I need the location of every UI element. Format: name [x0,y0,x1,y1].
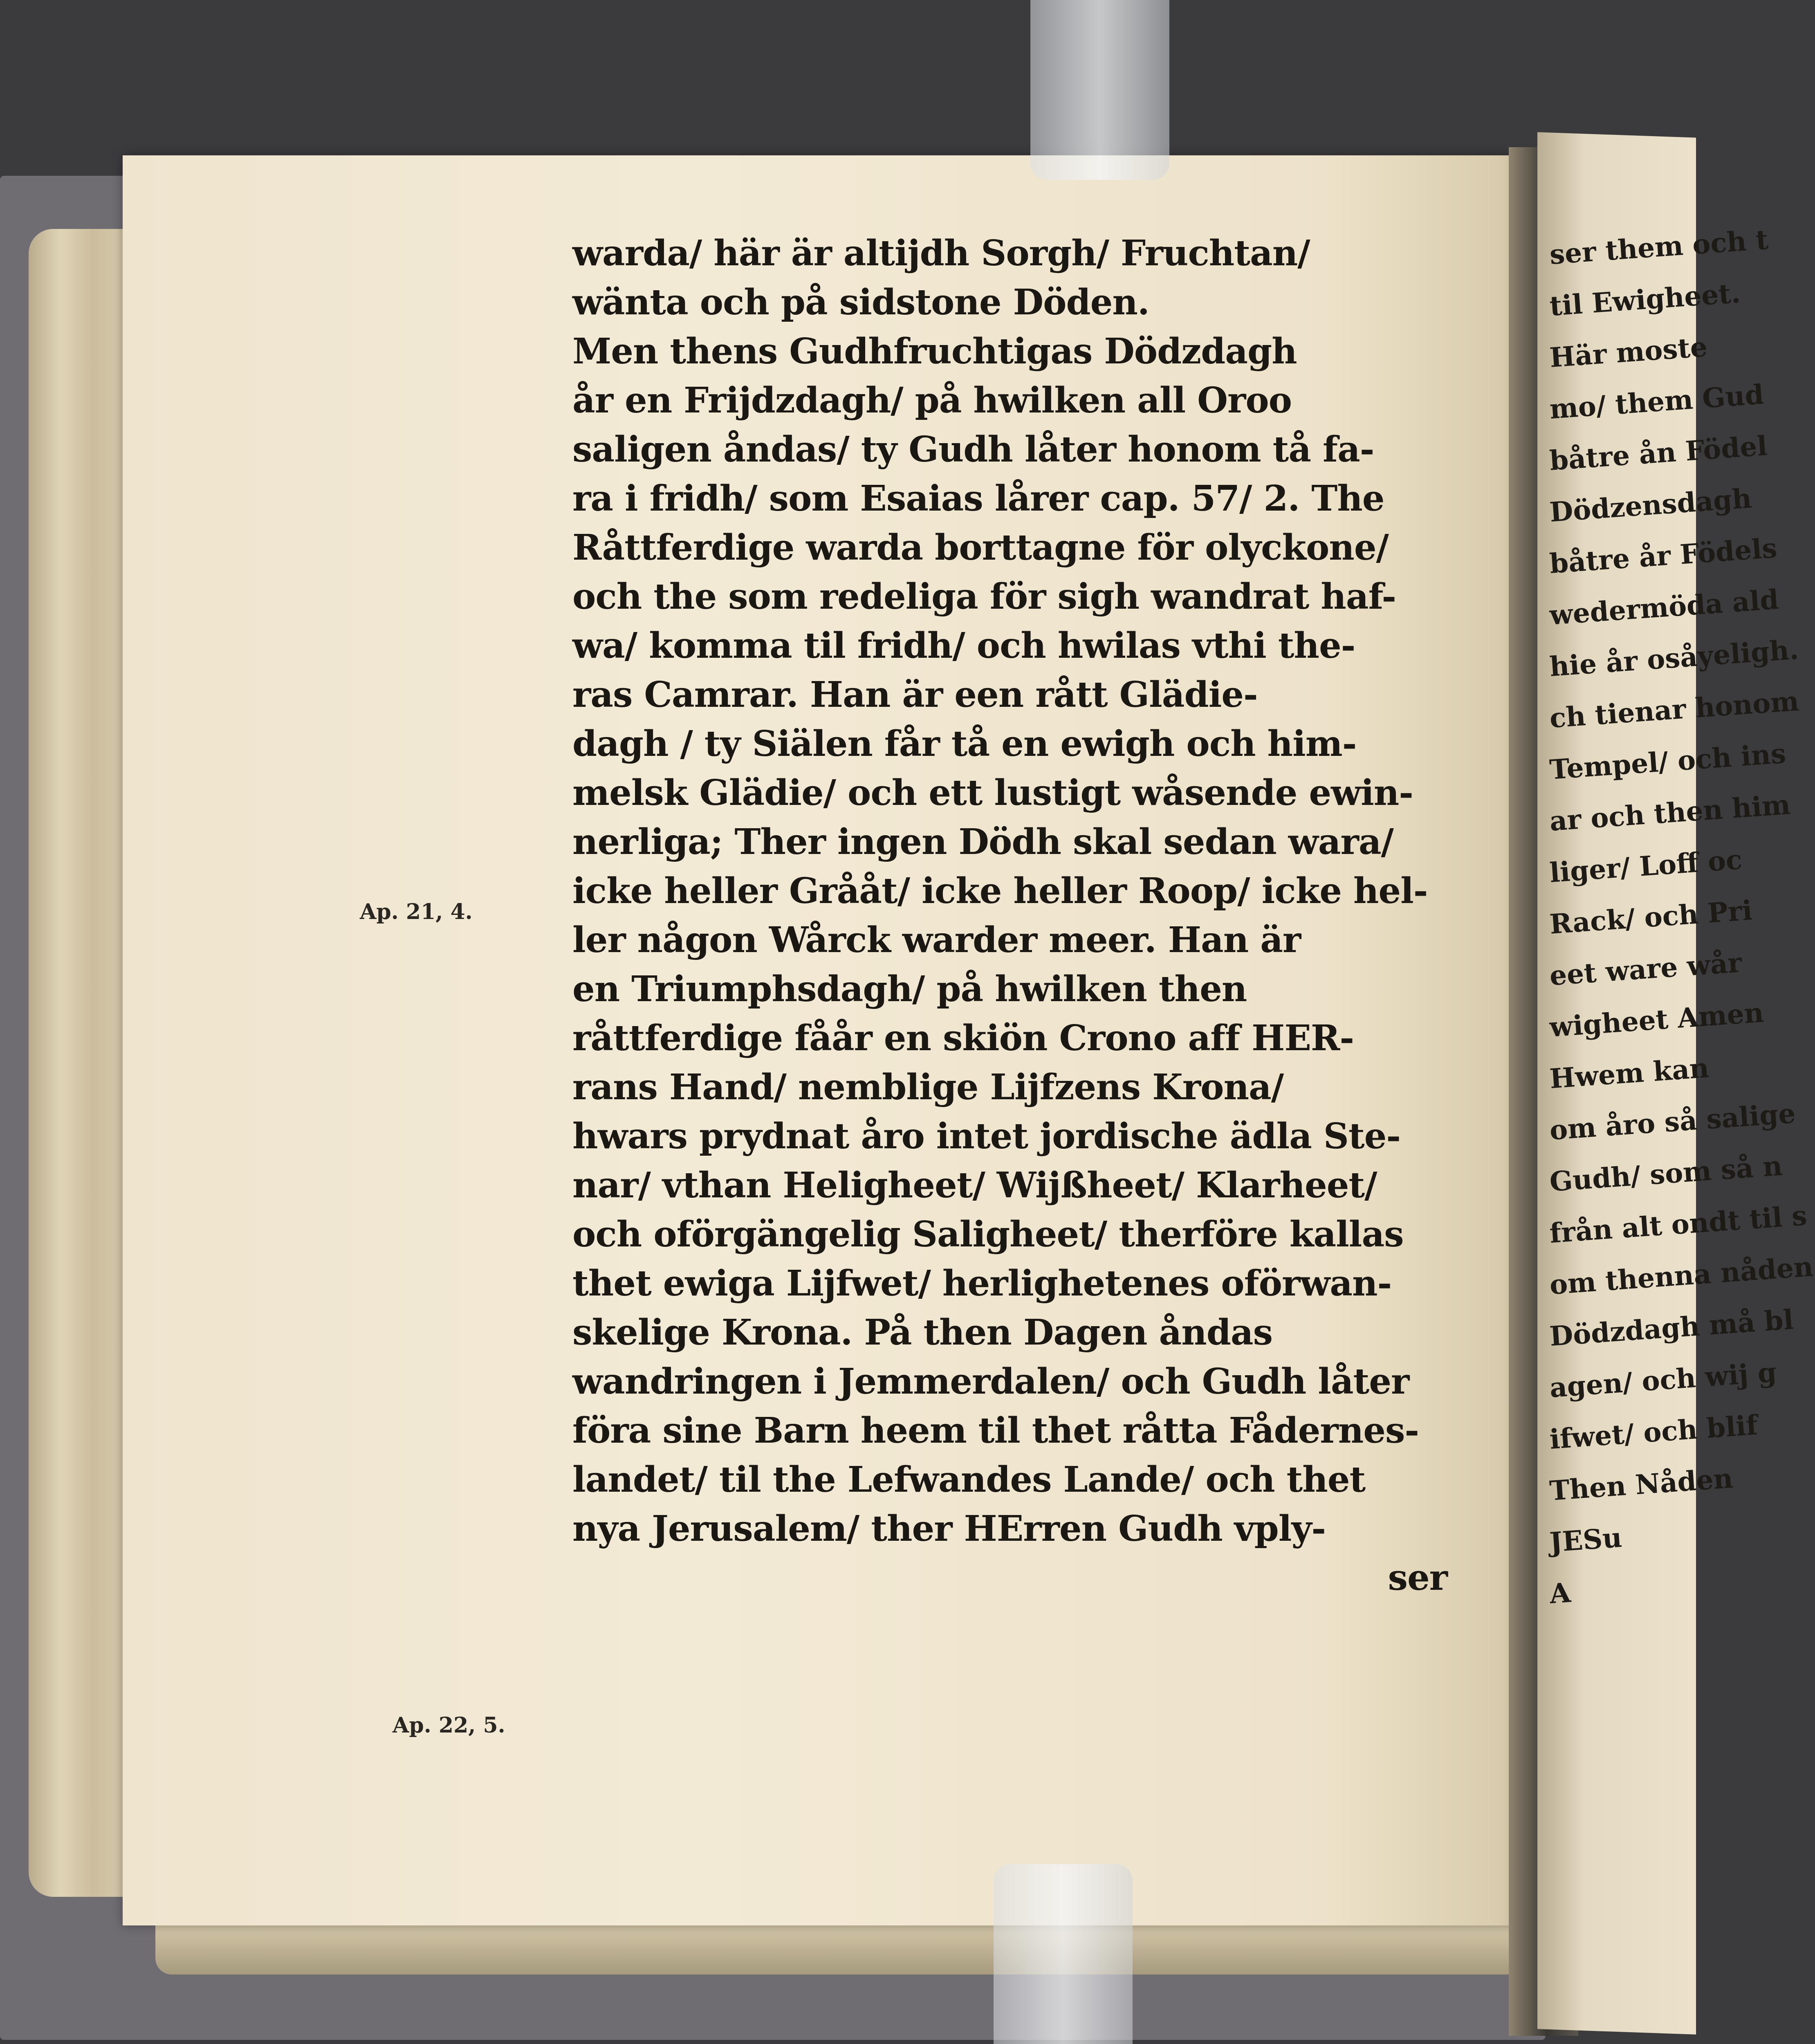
text-line: råttferdige fåår en skiön Crono aff HER- [572,1018,1354,1059]
left-page-text [572,229,1447,1602]
page-fore-edge [29,229,135,1897]
text-line: om åro så salige [1548,1097,1797,1146]
text-line: ler någon Wårck warder meer. Han är [572,919,1301,961]
text-line: hwars prydnat åro intet jordische ädla Ste- [572,1116,1401,1157]
text-line: wedermöda ald [1548,583,1780,631]
text-line: Hwem kan [1548,1051,1710,1095]
text-line: Men thens Gudhfruchtigas Dödzdagh [572,331,1297,372]
text-line: nerliga; Ther ingen Dödh skal sedan wara/ [572,821,1393,863]
text-line: icke heller Grååt/ icke heller Roop/ icke hel- [572,870,1428,912]
text-line: ser them och t [1548,223,1770,271]
text-line: Gudh/ som så n [1548,1150,1784,1198]
text-line: Tempel/ och ins [1548,737,1787,786]
text-line: liger/ Loff oc [1548,843,1743,889]
right-page-text [1548,223,1815,1741]
text-line: från alt ondt til s [1548,1199,1808,1249]
text-line: nya Jerusalem/ ther HErren Gudh vply- [572,1508,1326,1549]
text-line: och the som redeliga för sigh wandrat haf- [572,576,1396,617]
text-line: ra i fridh/ som Esaias lårer cap. 57/ 2. The [572,478,1384,519]
text-line: Dödzensdagh [1548,482,1753,528]
text-line: warda/ här är altijdh Sorgh/ Fruchtan/ [572,233,1310,274]
text-line: JESu [1548,1521,1623,1558]
text-line: wigheet Amen [1548,996,1765,1043]
text-line: nar/ vthan Heligheet/ Wijßheet/ Klarheet/ [572,1165,1377,1206]
text-line: båtre år Födels [1548,532,1778,580]
text-line: skelige Krona. På then Dagen åndas [572,1312,1272,1353]
text-line: melsk Glädie/ och ett lustigt wåsende ewin- [572,772,1413,814]
text-line: båtre ån Födel [1548,429,1768,477]
text-line: eet ware wår [1548,946,1743,992]
text-line: om thenna nåden [1548,1251,1815,1301]
text-line: föra sine Barn heem til thet råtta Fådernes- [572,1410,1419,1451]
catchword: ser [1388,1557,1447,1598]
text-line: och oförgängelig Saligheet/ therföre kallas [572,1214,1404,1255]
text-line: ifwet/ och blif [1548,1409,1759,1455]
text-line: saligen åndas/ ty Gudh låter honom tå fa- [572,429,1374,470]
text-line: agen/ och wij g [1548,1356,1778,1404]
text-line: ar och then him [1548,788,1792,837]
text-line: wa/ komma til fridh/ och hwilas vthi the- [572,625,1355,666]
text-line: wänta och på sidstone Döden. [572,282,1149,323]
text-line: dagh / ty Siälen får tå en ewigh och him- [572,723,1357,764]
margin-note: Ap. 21, 4. [360,899,473,924]
text-line: ras Camrar. Han är een rått Glädie- [572,674,1258,715]
text-line: Råttferdige warda borttagne för olyckone/ [572,527,1389,568]
margin-note: Ap. 22, 5. [393,1713,505,1738]
text-line: en Triumphsdagh/ på hwilken then [572,968,1247,1010]
text-line: Then Nåden [1548,1462,1734,1507]
text-line: mo/ them Gud [1548,378,1765,425]
text-line: Rack/ och Pri [1548,894,1754,940]
text-line: rans Hand/ nemblige Lijfzens Krona/ [572,1067,1284,1108]
text-line: til Ewigheet. [1548,277,1741,322]
text-line: thet ewiga Lijfwet/ herlighetenes oförwan- [572,1263,1392,1304]
text-line: Dödzdagh må bl [1548,1303,1795,1352]
text-line: A [1548,1576,1572,1610]
text-line: Här moste [1548,331,1709,374]
page-clip-top [1030,0,1169,180]
page-clip-bottom [994,1864,1133,2044]
text-line: wandringen i Jemmerdalen/ och Gudh låter [572,1361,1409,1402]
page-bottom-edge [155,1921,1537,1975]
text-line: hie år osåyeligh. [1548,633,1800,683]
text-line: landet/ til the Lefwandes Lande/ och thet [572,1459,1366,1500]
text-line: år en Frijdzdagh/ på hwilken all Oroo [572,380,1292,421]
text-line: ch tienar honom [1548,685,1800,734]
